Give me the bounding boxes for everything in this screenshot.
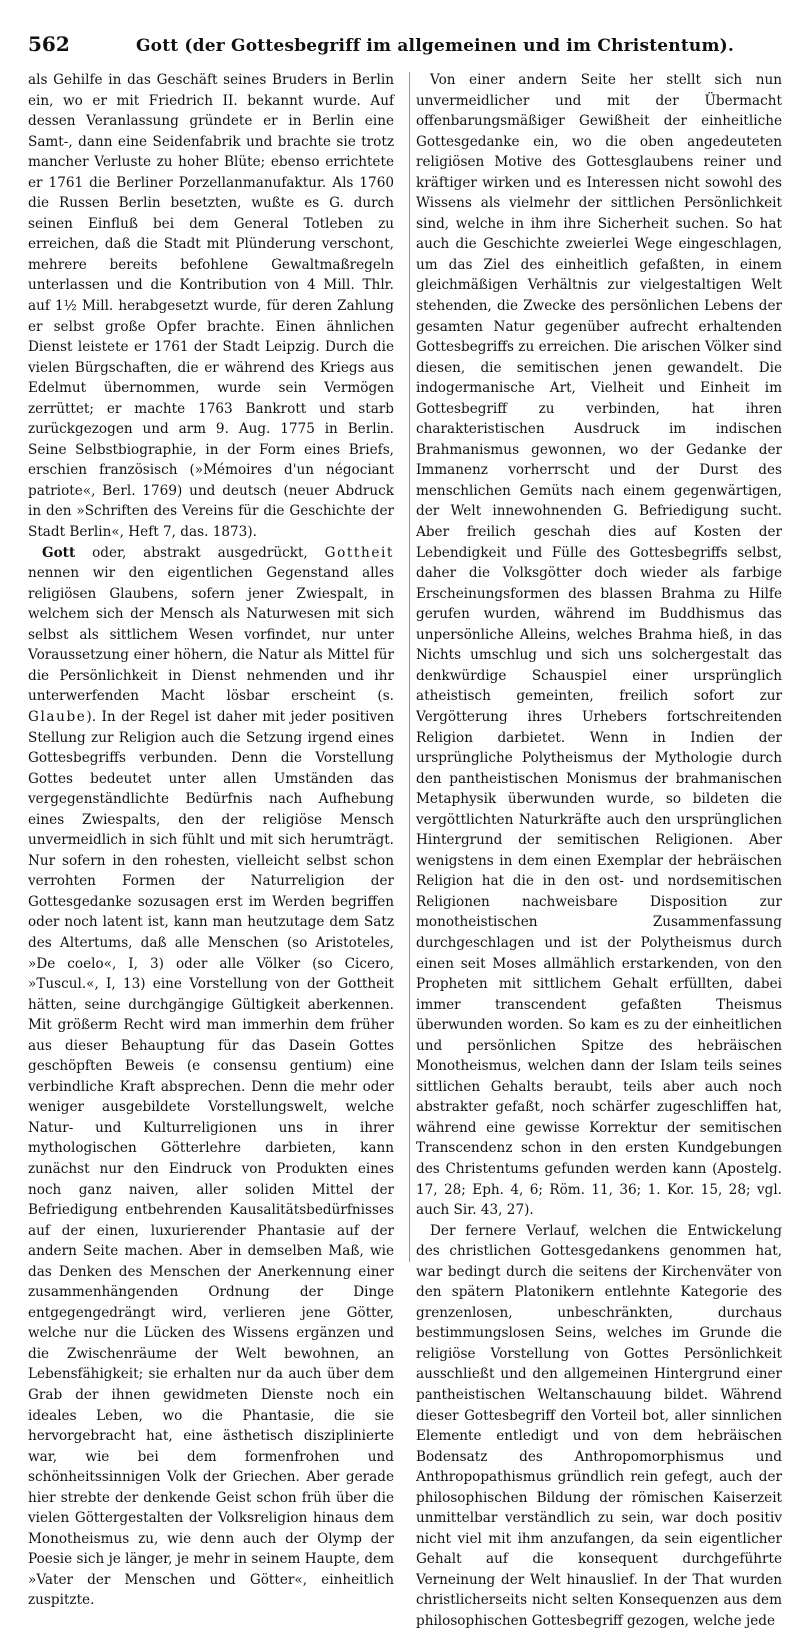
headword: Gott xyxy=(42,544,76,561)
paragraph-right-1: Von einer andern Seite her stellt sich nun unvermeidlicher und mit der Übermacht offenbarungsmäßiger Gewißheit der einheitliche Gottesgedanke ein, wo die oben angedeuteten religiösen Motive des Gottesglaubens reiner und kräftiger wirken und es Interessen nicht sowohl des Wissens als vielmehr der sittlichen Persönlichkeit sind, welche in ihm ihre Sicherheit suchen. So hat auch die Geschichte zweierlei Wege eingeschlagen, um das Ziel des einheitlich gefaßten, in einem gleichmäßigen Verhältnis zur vielgestaltigen Welt stehenden, die Zwecke des persönlichen Lebens der gesamten Natur gegenüber aufrecht erhaltenden Gottesbegriffs zu erreichen. Die arischen Völker sind diesen, die semitischen jenen gewandelt. Die indogermanische Art, Vielheit und Einheit im Gottesbegriff zu verbinden, hat ihren charakteristischen Ausdruck im indischen Brahmanismus gewonnen, wo der Gedanke der Immanenz vorherrscht und der Durst des menschlichen Gemüts nach einem gegenwärtigen, der Welt innewohnenden G. Befriedigung sucht. Aber freilich geschah dies auf Kosten der Lebendigkeit und Fülle des Gottesbegriffs selbst, daher die Volksgötter doch wieder als farbige Erscheinungsformen des blassen Brahma zu Hilfe gerufen wurden, während im Buddhismus das unpersönliche Alleins, welches Brahma hieß, in das Nichts umschlug und sich uns solchergestalt das denkwürdige Schauspiel einer ursprünglich atheistisch gemeinten, freilich sofort zur Vergötterung ihres Urhebers fortschreitenden Religion darbietet. Wenn in Indien der ursprüngliche Polytheismus der Mythologie durch den pantheistischen Monismus der brahmanischen Metaphysik überwunden wurde, so bildeten die vergöttlichten Naturkräfte auch den ursprünglichen Hintergrund der semitischen Religionen. Aber wenigstens in dem einen Exemplar der hebräischen Religion hat die in den ost- und nordsemitischen Religionen nachweisbare Disposition zur monotheistischen Zusammenfassung durchgeschlagen und ist der Polytheismus durch einen seit Moses allmählich erstarkenden, von den Propheten mit sittlichem Gehalt erfüllten, dabei immer transcendent gefaßten Theismus überwunden worden. So kam es zu der einheitlichen und persönlichen Spitze des hebräischen Monotheismus, welchen dann der Islam teils seines sittlichen Gehalts beraubt, teils aber auch noch abstrakter gefaßt, noch schärfer zugeschliffen hat, während eine gewisse Korrektur der semitischen Transcendenz schon in den ersten Kundgebungen des Christentums gefunden werden kann (Apostelg. 17, 28; Eph. 4, 6; Röm. 11, 36; 1. Kor. 15, 28; vgl. auch Sir. 43, 27). xyxy=(416,72,782,1219)
paragraph-left-2 xyxy=(28,543,394,1611)
text-run: oder, abstrakt ausgedrückt, xyxy=(75,544,325,561)
running-title: Gott (der Gottesbegriff im allgemeinen und im Christentum). xyxy=(135,36,735,56)
paragraph-left-1: als Gehilfe in das Geschäft seines Bruders in Berlin ein, wo er mit Friedrich II. bekannt wurde. Auf dessen Veranlassung gründete er in Berlin eine Samt-, dann eine Seidenfabrik und brachte sie trotz mancher Verluste zu hoher Blüte; ebenso errichtete er 1761 die Berliner Porzellanmanufaktur. Als 1760 die Russen Berlin besetzten, wußte es G. durch seinen Einfluß bei dem General Totleben zu erreichen, daß die Stadt mit Plünderung verschont, mehrere bereits befohlene Gewaltmaßregeln unterlassen und die Kontribution von 4 Mill. Thlr. auf 1½ Mill. herabgesetzt wurde, für deren Zahlung er selbst große Opfer brachte. Einen ähnlichen Dienst leistete er 1761 der Stadt Leipzig. Durch die vielen Bürgschaften, die er während des Kriegs aus Edelmut übernommen, wurde sein Vermögen zerrüttet; er machte 1763 Bankrott und starb zurückgezogen und arm 9. Aug. 1775 in Berlin. Seine Selbstbiographie, in der Form eines Briefs, erschien französisch (»Mémoires d'un négociant patriote«, Berl. 1769) und deutsch (neuer Abdruck in den »Schriften des Vereins für die Geschichte der Stadt Berlin«, Heft 7, das. 1873). xyxy=(28,72,394,541)
page-number: 562 xyxy=(28,32,70,56)
right-column xyxy=(416,70,782,1630)
text-run: ). In der Regel ist daher mit jeder positiven Stellung zur Religion auch die Setzung irgend eines Gottesbegriffs verbunden. Denn die Vorstellung Gottes bedeutet unter allen Umständen das vergegenständlichte Bedürfnis nach Aufhebung eines Zwiespalts, den der religiöse Mensch unvermeidlich in sich fühlt und mit sich herumträgt. Nur sofern in den rohesten, vielleicht selbst schon verrohten Formen der Naturreligion der Gottesgedanke sozusagen erst im Werden begriffen oder noch latent ist, kann man heutzutage dem Satz des Altertums, daß alle Menschen (so Aristoteles, »De coelo«, I, 3) oder alle Völker (so Cicero, »Tuscul.«, I, 13) eine Vorstellung von der Gottheit hätten, seine durchgängige Gültigkeit aberkennen. Mit größerm Recht wird man immerhin dem früher aus dieser Behauptung für das Dasein Gottes geschöpften Beweis (e consensu gentium) eine verbindliche Kraft absprechen. Denn die mehr oder weniger ausgebildete Vorstellungswelt, welche Natur- und Kulturreligionen uns in ihrer mythologischen Götterlehre darbieten, kann zunächst nur den Eindruck von Produkten eines noch ganz naiven, aller soliden Mittel der Befriedigung entbehrenden Kausalitätsbedürfnisses auf der einen, luxurierender Phantasie auf der andern Seite machen. Aber in demselben Maß, wie das Denken des Menschen der Anerkennung einer zusammenhängenden Ordnung der Dinge entgegengedrängt wird, verlieren jene Götter, welche nur die Lücken des Wissens ergänzen und die Zwischenräume der Welt bewohnen, an Lebensfähigkeit; sie erhalten nur da auch über dem Grab der ihnen gewidmeten Dienste noch ein ideales Leben, wo die Phantasie, die sie hervorgebracht hat, eine ästhetisch disziplinierte war, wie bei dem formenfrohen und schönheitssinnigen Volk der Griechen. Aber gerade hier strebte der denkende Geist schon früh über die vielen Göttergestalten der Volksreligion hinaus dem Monotheismus zu, wie denn auch der Olymp der Poesie sich je länger, je mehr in seinem Haupte, dem »Vater der Menschen und Götter«, einheitlich zuspitzte. xyxy=(28,708,394,1609)
text-columns xyxy=(28,70,782,1630)
page-header xyxy=(28,32,782,62)
spaced-term: Gottheit xyxy=(324,544,394,561)
text-run: nennen wir den eigentlichen Gegenstand alles religiösen Glaubens, sofern jener Zwiespalt, in welchem sich der Mensch als Naturwesen mit sich selbst als sittlichem Wesen vorfindet, nur unter Voraussetzung einer höhern, die Natur als Mittel für die Persönlichkeit in Dienst nehmenden und ihr unterwerfenden Macht lösbar erscheint (s. xyxy=(28,565,394,705)
left-column xyxy=(28,70,394,1609)
cross-reference-link[interactable]: Glaube xyxy=(28,708,87,725)
paragraph-right-2: Der fernere Verlauf, welchen die Entwickelung des christlichen Gottesgedankens genommen hat, war bedingt durch die seitens der Kirchenväter von den spätern Platonikern entlehnte Kategorie des grenzenlosen, unbeschränkten, durchaus bestimmungslosen Seins, welches im Grunde die religiöse Vorstellung von Gottes Persönlichkeit ausschließt und den allgemeinen Hintergrund einer pantheistischen Weltanschauung bildet. Während dieser Gottesbegriff den Vorteil bot, aller sinnlichen Elemente entledigt und von dem hebräischen Bodensatz des Anthropomorphismus und Anthropopathismus gründlich rein gefegt, auch der philosophischen Bildung der römischen Kaiserzeit unmittelbar verständlich zu sein, war doch positiv nicht viel mit ihm anzufangen, da sein eigentlicher Gehalt auf die konsequent durchgeführte Verneinung der Welt hinauslief. In der That wurden christlicherseits nicht selten Konsequenzen aus dem philosophischen Gottesbegriff gezogen, welche jede xyxy=(416,1222,782,1630)
